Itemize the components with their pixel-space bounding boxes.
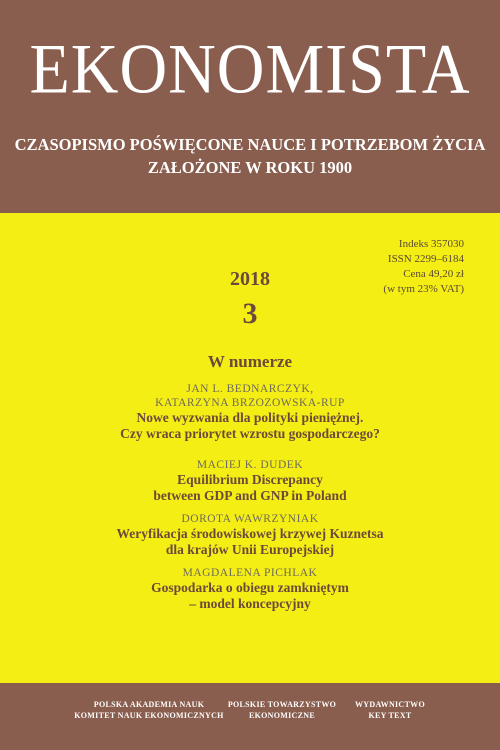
- article-author: KATARZYNA BRZOZOWSKA-RUP: [155, 397, 345, 409]
- article-author: JAN L. BEDNARCZYK,: [186, 383, 314, 395]
- vat-note: (w tym 23% VAT): [383, 283, 464, 295]
- masthead-band: [0, 0, 500, 213]
- article-entry: [0, 458, 500, 503]
- issue-number: 3: [242, 297, 258, 330]
- price: Cena 49,20 zł: [403, 268, 464, 280]
- publisher-line: EKONOMICZNE: [249, 711, 315, 720]
- article-entry: [0, 512, 500, 557]
- article-author: MAGDALENA PICHLAK: [182, 567, 318, 579]
- article-entry: [0, 566, 500, 611]
- publisher-line: POLSKA AKADEMIA NAUK: [93, 700, 205, 709]
- article-author: MACIEJ K. DUDEK: [196, 459, 304, 471]
- article-title: Weryfikacja środowiskowej krzywej Kuznetsa: [116, 526, 384, 541]
- publishers-band: [0, 683, 500, 750]
- issue-year: 2018: [230, 268, 270, 290]
- publisher-pte: [227, 699, 337, 721]
- journal-title: EKONOMISTA: [29, 30, 471, 109]
- issn-number: ISSN 2299–6184: [387, 253, 464, 265]
- article-title: Equilibrium Discrepancy: [177, 472, 323, 487]
- article-title: Gospodarka o obiegu zamkniętym: [151, 580, 349, 595]
- publisher-line: POLSKIE TOWARZYSTWO: [227, 700, 337, 709]
- publisher-line: WYDAWNICTWO: [355, 700, 425, 709]
- article-title: dla krajów Unii Europejskiej: [165, 541, 335, 557]
- article-author: DOROTA WAWRZYNIAK: [181, 513, 319, 525]
- article-title: Nowe wyzwania dla polityki pieniężnej.: [136, 410, 364, 425]
- contents-heading: W numerze: [207, 352, 293, 371]
- publisher-line: KEY TEXT: [368, 711, 412, 720]
- article-title: – model koncepcyjny: [189, 595, 311, 611]
- journal-subtitle: CZASOPISMO POŚWIĘCONE NAUCE I POTRZEBOM ŻYCIA: [14, 135, 486, 154]
- article-entry: [0, 382, 500, 441]
- index-number: Indeks 357030: [398, 238, 464, 250]
- article-title: between GDP and GNP in Poland: [153, 487, 347, 503]
- article-title: Czy wraca priorytet wzrostu gospodarczego?: [120, 425, 380, 441]
- publisher-key-text: [345, 699, 435, 721]
- publisher-line: KOMITET NAUK EKONOMICZNYCH: [74, 711, 224, 720]
- founded-line: ZAŁOŻONE W ROKU 1900: [147, 158, 353, 177]
- publisher-pan: [74, 699, 224, 721]
